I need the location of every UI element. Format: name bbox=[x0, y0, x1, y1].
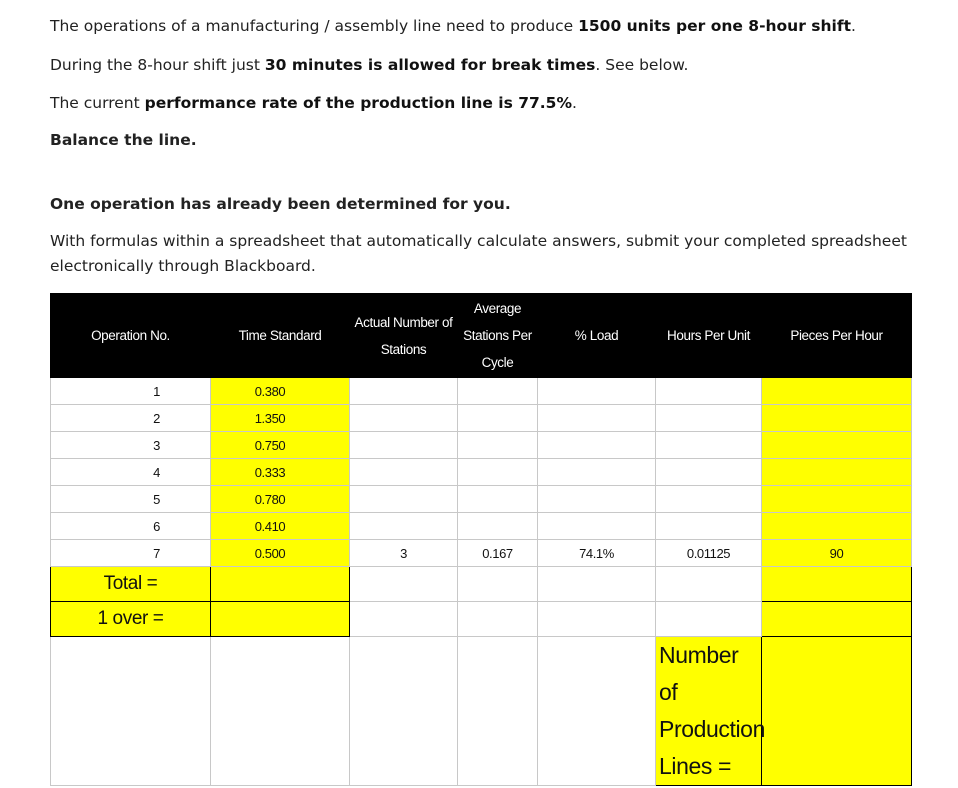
cell-pieces-per-hour[interactable] bbox=[762, 513, 912, 540]
cell-actual-stations[interactable] bbox=[350, 405, 458, 432]
one-over-average-cell[interactable] bbox=[458, 602, 538, 637]
cell-average-stations[interactable] bbox=[458, 432, 538, 459]
cell-average-stations[interactable] bbox=[458, 513, 538, 540]
one-over-row bbox=[51, 602, 912, 637]
total-time-standard-cell[interactable] bbox=[211, 567, 350, 602]
cell-actual-stations[interactable] bbox=[350, 432, 458, 459]
cell-hours-per-unit[interactable] bbox=[656, 378, 762, 405]
cell-time-standard[interactable]: 0.780 bbox=[211, 486, 350, 513]
empty-cell bbox=[538, 637, 656, 786]
cell-average-stations[interactable] bbox=[458, 459, 538, 486]
intro-p2-end: . See below. bbox=[595, 56, 689, 74]
cell-actual-stations[interactable] bbox=[350, 486, 458, 513]
intro-p1-bold: 1500 units per one 8-hour shift bbox=[578, 17, 851, 35]
number-of-lines-cell[interactable] bbox=[762, 637, 912, 786]
cell-time-standard[interactable]: 0.333 bbox=[211, 459, 350, 486]
cell-hours-per-unit[interactable] bbox=[656, 513, 762, 540]
table-header-row bbox=[51, 294, 912, 378]
total-pph-cell[interactable] bbox=[762, 567, 912, 602]
table-row bbox=[51, 432, 912, 459]
total-label: Total = bbox=[51, 567, 211, 602]
total-actual-cell[interactable] bbox=[350, 567, 458, 602]
one-over-hpu-cell[interactable] bbox=[656, 602, 762, 637]
intro-p1-end: . bbox=[851, 17, 856, 35]
intro-p2-bold: 30 minutes is allowed for break times bbox=[264, 56, 596, 74]
total-average-cell[interactable] bbox=[458, 567, 538, 602]
balance-instruction: Balance the line. bbox=[50, 131, 197, 149]
table-row bbox=[51, 540, 912, 567]
empty-cell bbox=[458, 637, 538, 786]
cell-op[interactable]: 7 bbox=[51, 540, 211, 567]
cell-average-stations[interactable] bbox=[458, 405, 538, 432]
cell-op[interactable]: 1 bbox=[51, 378, 211, 405]
cell-time-standard[interactable]: 0.500 bbox=[211, 540, 350, 567]
cell-op[interactable]: 4 bbox=[51, 459, 211, 486]
cell-time-standard[interactable]: 1.350 bbox=[211, 405, 350, 432]
one-over-time-standard-cell[interactable] bbox=[211, 602, 350, 637]
intro-p3-bold: performance rate of the production line is 77.5% bbox=[144, 94, 572, 112]
cell-load[interactable] bbox=[538, 513, 656, 540]
cell-op[interactable]: 2 bbox=[51, 405, 211, 432]
cell-load[interactable] bbox=[538, 486, 656, 513]
cell-actual-stations[interactable] bbox=[350, 513, 458, 540]
cell-actual-stations[interactable] bbox=[350, 459, 458, 486]
cell-pieces-per-hour[interactable] bbox=[762, 405, 912, 432]
header-operation-no: Operation No. bbox=[51, 294, 211, 378]
operation-note: One operation has already been determined for you. bbox=[50, 195, 511, 213]
empty-cell bbox=[211, 637, 350, 786]
header-time-standard: Time Standard bbox=[211, 294, 350, 378]
cell-op[interactable]: 6 bbox=[51, 513, 211, 540]
cell-load[interactable] bbox=[538, 432, 656, 459]
cell-pieces-per-hour[interactable] bbox=[762, 432, 912, 459]
cell-hours-per-unit[interactable]: 0.01125 bbox=[656, 540, 762, 567]
cell-actual-stations[interactable] bbox=[350, 378, 458, 405]
header-load: % Load bbox=[538, 294, 656, 378]
one-over-label: 1 over = bbox=[51, 602, 211, 637]
table-row bbox=[51, 378, 912, 405]
cell-pieces-per-hour[interactable] bbox=[762, 459, 912, 486]
cell-load[interactable]: 74.1% bbox=[538, 540, 656, 567]
cell-average-stations[interactable] bbox=[458, 486, 538, 513]
header-average-stations: Average Stations Per Cycle bbox=[458, 294, 538, 378]
header-hours-per-unit: Hours Per Unit bbox=[656, 294, 762, 378]
cell-load[interactable] bbox=[538, 378, 656, 405]
cell-hours-per-unit[interactable] bbox=[656, 432, 762, 459]
empty-cell bbox=[51, 637, 211, 786]
header-pieces-per-hour: Pieces Per Hour bbox=[762, 294, 912, 378]
cell-load[interactable] bbox=[538, 459, 656, 486]
cell-hours-per-unit[interactable] bbox=[656, 405, 762, 432]
cell-actual-stations[interactable]: 3 bbox=[350, 540, 458, 567]
table-row bbox=[51, 486, 912, 513]
line-balance-table bbox=[50, 293, 912, 786]
intro-p1-text: The operations of a manufacturing / assembly line need to produce bbox=[50, 17, 579, 35]
intro-paragraph-2 bbox=[50, 52, 688, 78]
cell-time-standard[interactable]: 0.380 bbox=[211, 378, 350, 405]
cell-time-standard[interactable]: 0.750 bbox=[211, 432, 350, 459]
intro-p2-text: During the 8-hour shift just bbox=[50, 56, 265, 74]
table-row bbox=[51, 513, 912, 540]
intro-paragraph-3 bbox=[50, 90, 577, 116]
table-row bbox=[51, 459, 912, 486]
one-over-actual-cell[interactable] bbox=[350, 602, 458, 637]
submission-instruction: With formulas within a spreadsheet that automatically calculate answers, submit your completed spreadsheet electronically through Blackboard. bbox=[50, 232, 907, 275]
one-over-pph-cell[interactable] bbox=[762, 602, 912, 637]
cell-pieces-per-hour[interactable] bbox=[762, 486, 912, 513]
header-actual-stations: Actual Number of Stations bbox=[350, 294, 458, 378]
table-row bbox=[51, 405, 912, 432]
total-load-cell[interactable] bbox=[538, 567, 656, 602]
production-lines-row bbox=[51, 637, 912, 786]
cell-average-stations[interactable]: 0.167 bbox=[458, 540, 538, 567]
intro-p3-text: The current bbox=[50, 94, 145, 112]
intro-p3-end: . bbox=[572, 94, 577, 112]
cell-load[interactable] bbox=[538, 405, 656, 432]
cell-average-stations[interactable] bbox=[458, 378, 538, 405]
one-over-load-cell[interactable] bbox=[538, 602, 656, 637]
cell-time-standard[interactable]: 0.410 bbox=[211, 513, 350, 540]
total-hpu-cell[interactable] bbox=[656, 567, 762, 602]
number-of-lines-label: Number of Production Lines = bbox=[656, 637, 762, 786]
total-row bbox=[51, 567, 912, 602]
cell-hours-per-unit[interactable] bbox=[656, 486, 762, 513]
cell-hours-per-unit[interactable] bbox=[656, 459, 762, 486]
cell-op[interactable]: 5 bbox=[51, 486, 211, 513]
cell-pieces-per-hour[interactable] bbox=[762, 378, 912, 405]
cell-pieces-per-hour[interactable]: 90 bbox=[762, 540, 912, 567]
cell-op[interactable]: 3 bbox=[51, 432, 211, 459]
intro-paragraph-1 bbox=[50, 13, 856, 39]
empty-cell bbox=[350, 637, 458, 786]
